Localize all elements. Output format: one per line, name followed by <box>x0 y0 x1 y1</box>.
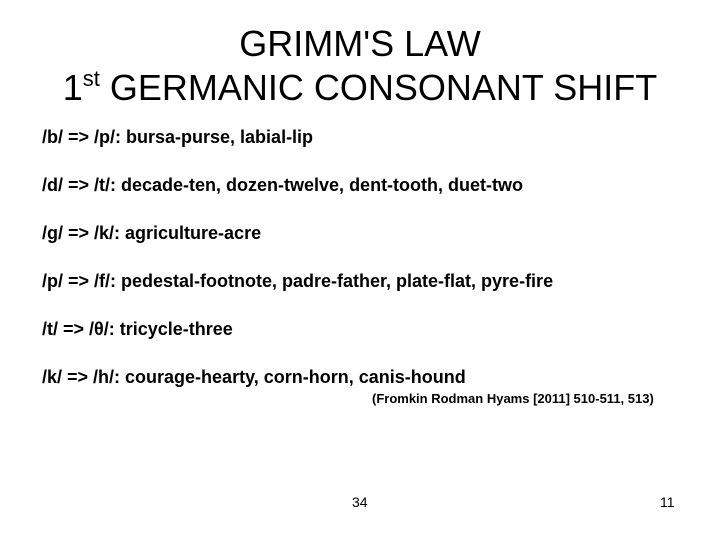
rule-d-to-t: /d/ => /t/: decade-ten, dozen-twelve, dent-tooth, duet-two <box>42 175 524 195</box>
slide-title <box>0 22 720 110</box>
page-number-right: 11 <box>660 494 675 510</box>
title-line-1: GRIMM'S LAW <box>239 23 481 64</box>
rule-k-to-h: /k/ => /h/: courage-hearty, corn-horn, canis-hound <box>42 367 466 387</box>
page-number-left: 34 <box>352 494 368 510</box>
title-line-2 <box>0 66 720 110</box>
rule-t-to-theta: /t/ => /θ/: tricycle-three <box>42 319 233 339</box>
rule-b-to-p: /b/ => /p/: bursa-purse, labial-lip <box>42 127 314 147</box>
title-line-2-text: GERMANIC CONSONANT SHIFT <box>99 67 658 108</box>
rule-p-to-f: /p/ => /f/: pedestal-footnote, padre-father, plate-flat, pyre-fire <box>42 271 554 291</box>
title-ordinal-suffix: st <box>82 66 100 91</box>
sound-shift-rules <box>42 126 702 414</box>
title-ordinal-number: 1 <box>62 67 83 108</box>
citation: (Fromkin Rodman Hyams [2011] 510-511, 513) <box>372 391 654 406</box>
rule-g-to-k: /g/ => /k/: agriculture-acre <box>42 223 262 243</box>
